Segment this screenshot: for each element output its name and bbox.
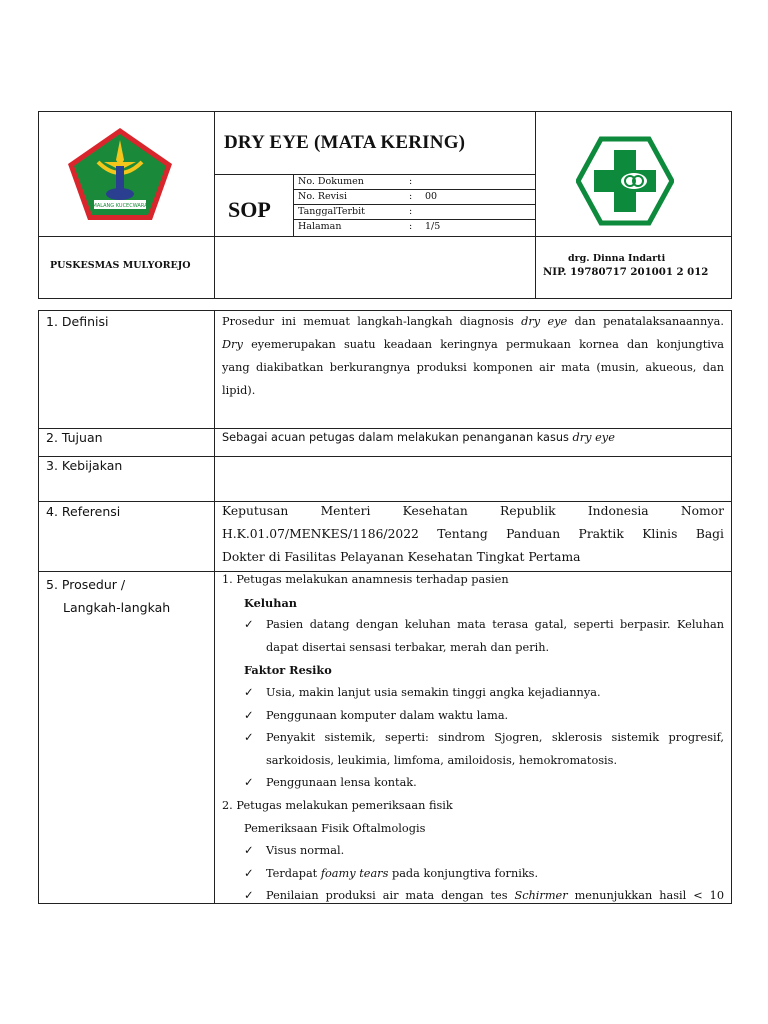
list-item [222,682,724,705]
text-span: Sebagai acuan petugas dalam melakukan penanganan kasus [222,431,569,444]
text-line: yang diakibatkan berkurangnya produksi komponen air mata (musin, akueous, dan [222,361,724,374]
italic-term: foamy tears [320,866,389,880]
text-span: dan penatalaksanaannya. [574,315,724,328]
text-span: Terdapat [266,866,318,880]
text-span: menunjukkan hasil < 10 [574,889,725,903]
meta-value [421,175,535,190]
text-line [222,310,724,333]
row-label-prosedur [46,573,170,619]
text-span: Usia, makin lanjut usia semakin tinggi angka kejadiannya. [266,685,601,699]
subheading-keluhan: Keluhan [244,595,298,610]
checkmark-icon: ✓ [244,731,254,745]
divider [38,236,732,237]
checkmark-icon: ✓ [244,844,254,858]
text-span: Penggunaan lensa kontak. [266,776,417,790]
text-span: eyemerupakan suatu keadaan keringnya permukaan kornea dan konjungtiva [251,338,724,351]
meta-row [294,205,535,220]
signer-name: drg. Dinna Indarti [568,253,666,264]
list-item [222,863,724,886]
text-span: Penyakit sistemik, seperti: sindrom Sjogren, sklerosis sistemik progresif, [266,731,724,745]
text-span: dapat disertai sensasi terbakar, merah dan perih. [266,640,550,654]
divider [214,111,215,299]
row-divider [38,456,732,457]
signer-nip: NIP. 19780717 201001 2 012 [543,266,709,278]
text-line: Keputusan Menteri Kesehatan Republik Indonesia Nomor [222,504,724,518]
text-span: Pasien datang dengan keluhan mata terasa gatal, seperti berpasir. Keluhan [266,618,724,632]
referensi-text [222,500,724,569]
row-divider [38,428,732,429]
text-span: Prosedur ini memuat langkah-langkah diagnosis [222,315,514,328]
meta-key: No. Revisi [298,191,347,202]
organization-name: PUSKESMAS MULYOREJO [50,260,191,271]
meta-sep: : [409,221,413,232]
definisi-text [222,310,724,402]
list-item [222,705,724,728]
divider [535,111,536,299]
italic-term: dry eye [572,431,615,444]
text-line: H.K.01.07/MENKES/1186/2022 Tentang Panduan Praktik Klinis Bagi [222,527,724,541]
subheading-pemeriksaan: Pemeriksaan Fisik Oftalmologis [244,821,426,835]
meta-row [294,220,535,235]
sop-label: SOP [228,197,271,222]
divider [214,310,215,904]
subheading-faktor: Faktor Resiko [244,663,332,678]
italic-term: dry eye [521,315,568,328]
meta-row [294,190,535,205]
row-label-tujuan: 2. Tujuan [46,430,103,445]
list-item [222,772,724,795]
document-title: DRY EYE (MATA KERING) [224,132,466,153]
label-line: Langkah-langkah [63,600,171,615]
list-item [222,614,724,659]
text-span: Penilaian produksi air mata dengan tes [266,889,508,903]
checkmark-icon: ✓ [244,685,254,699]
italic-term: Dry [222,338,243,351]
meta-value: 00 [425,191,438,202]
checkmark-icon: ✓ [244,889,254,903]
text-line [222,333,724,356]
meta-sep: : [409,206,413,217]
list-item [222,885,724,908]
prosedur-text [222,569,724,908]
italic-term: Schirmer [514,889,568,903]
logo-motto: MALANG KUCECWARA [92,203,148,209]
meta-value: 1/5 [425,221,441,232]
text-span: Penggunaan komputer dalam waktu lama. [266,708,509,722]
tujuan-text [222,431,615,444]
meta-key: Halaman [298,221,342,232]
label-line: 5. Prosedur / [46,577,126,592]
checkmark-icon: ✓ [244,866,254,880]
row-label-definisi: 1. Definisi [46,314,109,329]
text-span: pada konjungtiva forniks. [391,866,539,880]
checkmark-icon: ✓ [244,618,254,632]
meta-sep: : [409,191,413,202]
row-label-referensi: 4. Referensi [46,504,121,519]
malang-city-logo [66,126,174,222]
list-item [222,840,724,863]
document-meta-table [294,175,535,234]
checkmark-icon: ✓ [244,708,254,722]
step-heading: 1. Petugas melakukan anamnesis terhadap pasien [222,573,509,586]
meta-key: No. Dokumen [298,176,364,187]
text-span: sarkoidosis, leukimia, limfoma, amiloidosis, hemokromatosis. [266,753,618,767]
meta-value [421,205,535,220]
text-span: Visus normal. [266,844,345,858]
text-line: lipid). [222,384,256,397]
meta-key: TanggalTerbit [298,206,365,217]
puskesmas-logo [576,136,674,226]
meta-row [294,175,535,190]
meta-sep: : [409,176,413,187]
text-line: Dokter di Fasilitas Pelayanan Kesehatan Tingkat Pertama [222,550,581,564]
step-heading: 2. Petugas melakukan pemeriksaan fisik [222,798,453,812]
row-label-kebijakan: 3. Kebijakan [46,458,123,473]
list-item [222,727,724,772]
checkmark-icon: ✓ [244,776,254,790]
